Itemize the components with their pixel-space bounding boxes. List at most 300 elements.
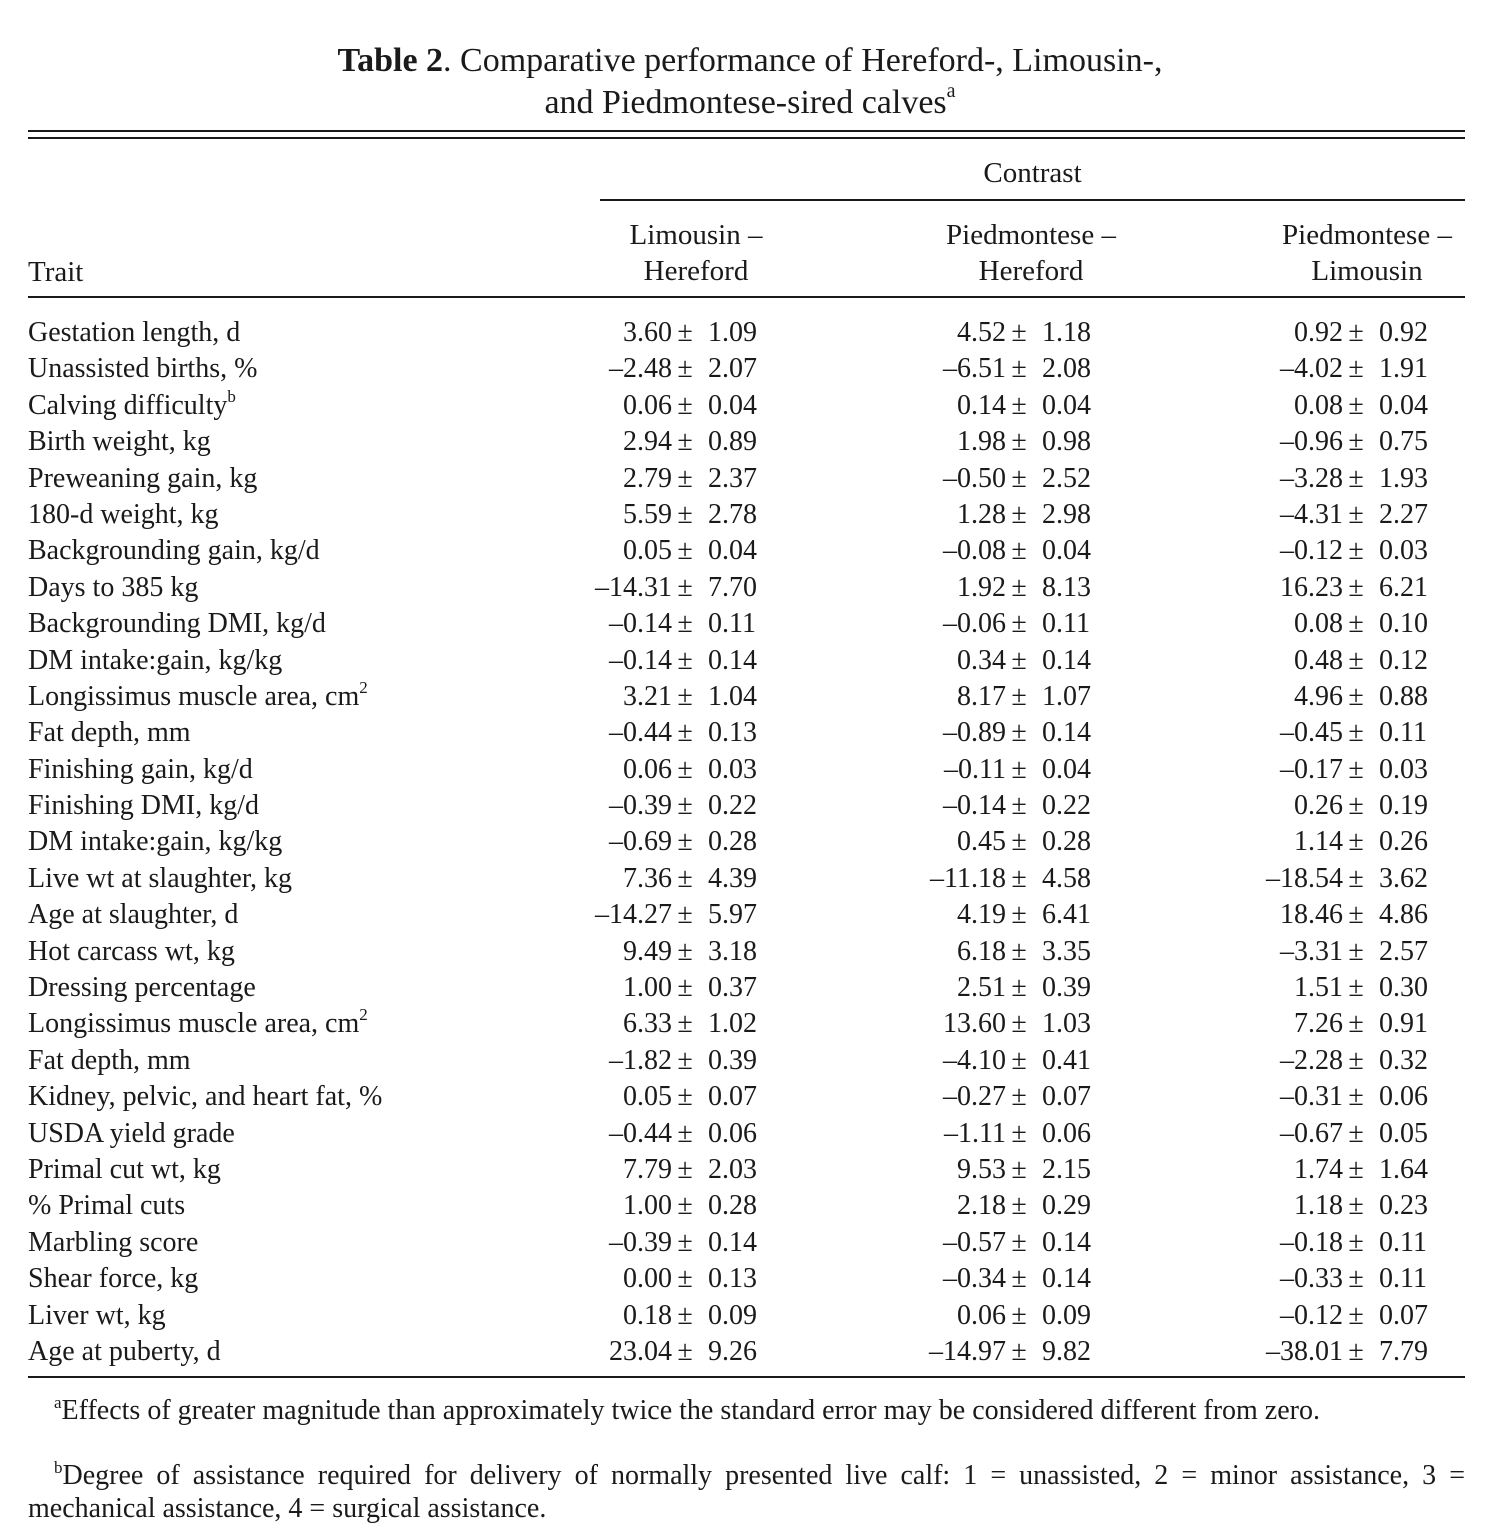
table-row: [0, 788, 1500, 824]
contrast-1-estimate: 9.49: [623, 935, 672, 967]
plus-minus-symbol: ±: [677, 353, 693, 385]
plus-minus-symbol: ±: [677, 498, 693, 530]
trait-label: Marbling score: [28, 1226, 199, 1258]
table-row: [0, 897, 1500, 933]
plus-minus-symbol: ±: [1011, 826, 1027, 858]
contrast-2-estimate: 6.18: [957, 935, 1006, 967]
trait-cell: [28, 1225, 198, 1261]
trait-superscript: 2: [359, 1005, 368, 1025]
contrast-2-estimate: –0.89: [943, 717, 1006, 749]
plus-minus-symbol: ±: [1348, 1335, 1364, 1367]
contrast-spanner: Contrast: [983, 157, 1082, 189]
plus-minus-symbol: ±: [1011, 462, 1027, 494]
contrast-3-standard-error: 1.93: [1379, 462, 1428, 494]
plus-minus-symbol: ±: [1011, 1117, 1027, 1149]
contrast-2-standard-error: 2.08: [1042, 353, 1091, 385]
contrast-1-estimate: –0.44: [609, 1117, 672, 1149]
trait-label: Shear force, kg: [28, 1263, 199, 1295]
plus-minus-symbol: ±: [1011, 1153, 1027, 1185]
plus-minus-symbol: ±: [677, 1117, 693, 1149]
plus-minus-symbol: ±: [1011, 1299, 1027, 1331]
contrast-2-estimate: 4.52: [957, 317, 1006, 348]
plus-minus-symbol: ±: [1348, 826, 1364, 858]
contrast-2-standard-error: 0.22: [1042, 790, 1091, 822]
contrast-1-standard-error: 5.97: [708, 899, 757, 931]
contrast-3-standard-error: 1.91: [1379, 353, 1428, 385]
contrast-1-standard-error: 2.07: [708, 353, 757, 385]
contrast-1-estimate: 5.59: [623, 498, 672, 530]
plus-minus-symbol: ±: [1348, 1299, 1364, 1331]
table-row: [0, 1152, 1500, 1188]
table-label: Table 2: [337, 42, 444, 79]
trait-cell: [28, 606, 326, 642]
contrast-1-estimate: 3.60: [623, 317, 672, 348]
plus-minus-symbol: ±: [1011, 1263, 1027, 1295]
column-header-1: [596, 217, 796, 289]
trait-cell: [28, 424, 211, 460]
contrast-2-estimate: –14.97: [929, 1335, 1006, 1367]
contrast-1-standard-error: 0.39: [708, 1044, 757, 1076]
contrast-3-estimate: –0.18: [1280, 1226, 1343, 1258]
contrast-3-estimate: –4.02: [1280, 353, 1343, 385]
plus-minus-symbol: ±: [1011, 790, 1027, 822]
plus-minus-symbol: ±: [677, 571, 693, 603]
top-rule-1: [28, 130, 1465, 132]
plus-minus-symbol: ±: [677, 680, 693, 712]
contrast-3-standard-error: 2.57: [1379, 935, 1428, 967]
plus-minus-symbol: ±: [1348, 862, 1364, 894]
table-row: [0, 643, 1500, 679]
contrast-1-standard-error: 1.02: [708, 1008, 757, 1040]
header-rule: [28, 296, 1465, 298]
trait-label: Days to 385 kg: [28, 571, 199, 603]
footnote-a-text: Effects of greater magnitude than approximately twice the standard error may be considered different from zero.: [61, 1395, 1320, 1426]
contrast-1-standard-error: 0.14: [708, 1226, 757, 1258]
contrast-1-standard-error: 0.06: [708, 1117, 757, 1149]
plus-minus-symbol: ±: [1011, 608, 1027, 640]
plus-minus-symbol: ±: [1348, 1263, 1364, 1295]
contrast-2-standard-error: 9.82: [1042, 1335, 1091, 1367]
contrast-1-standard-error: 3.18: [708, 935, 757, 967]
trait-label: Finishing DMI, kg/d: [28, 790, 260, 822]
caption-footnote-mark: a: [946, 80, 956, 102]
plus-minus-symbol: ±: [1011, 571, 1027, 603]
contrast-1-estimate: 0.00: [623, 1263, 672, 1295]
plus-minus-symbol: ±: [1348, 1081, 1364, 1113]
contrast-2-estimate: –4.10: [943, 1044, 1006, 1076]
contrast-2-estimate: –0.08: [943, 535, 1006, 567]
contrast-2-estimate: 2.51: [957, 972, 1006, 1004]
plus-minus-symbol: ±: [1348, 1226, 1364, 1258]
table-row: [0, 861, 1500, 897]
plus-minus-symbol: ±: [1011, 1044, 1027, 1076]
table-caption: [0, 40, 1500, 124]
caption-text-1: . Comparative performance of Hereford-, Limousin-,: [443, 42, 1163, 79]
trait-label: Live wt at slaughter, kg: [28, 862, 293, 894]
contrast-1-standard-error: 0.13: [708, 1263, 757, 1295]
plus-minus-symbol: ±: [1348, 680, 1364, 712]
trait-label: Hot carcass wt, kg: [28, 935, 235, 967]
plus-minus-symbol: ±: [1348, 753, 1364, 785]
table-row: [0, 570, 1500, 606]
contrast-3-standard-error: 0.05: [1379, 1117, 1428, 1149]
trait-label: DM intake:gain, kg/kg: [28, 644, 283, 676]
caption-text-2: and Piedmontese-sired calves: [544, 84, 947, 121]
table-row: [0, 315, 1500, 351]
contrast-1-standard-error: 0.22: [708, 790, 757, 822]
contrast-2-standard-error: 0.14: [1042, 1263, 1091, 1295]
table-row: [0, 934, 1500, 970]
plus-minus-symbol: ±: [1348, 972, 1364, 1004]
trait-cell: [28, 861, 292, 897]
trait-cell: [28, 1006, 368, 1042]
plus-minus-symbol: ±: [1011, 389, 1027, 421]
plus-minus-symbol: ±: [677, 1044, 693, 1076]
contrast-1-standard-error: 2.78: [708, 498, 757, 530]
contrast-2-standard-error: 3.35: [1042, 935, 1091, 967]
contrast-3-standard-error: 0.91: [1379, 1008, 1428, 1040]
plus-minus-symbol: ±: [677, 1081, 693, 1113]
contrast-3-estimate: –0.31: [1280, 1081, 1343, 1113]
contrast-1-standard-error: 7.70: [708, 571, 757, 603]
contrast-3-standard-error: 0.92: [1379, 317, 1428, 348]
column-header-3-line-2: Limousin: [1311, 255, 1423, 287]
contrast-2-estimate: 13.60: [943, 1008, 1006, 1040]
trait-label: Fat depth, mm: [28, 1044, 191, 1076]
table-row: [0, 715, 1500, 751]
contrast-1-estimate: 23.04: [609, 1335, 672, 1367]
trait-label: Age at puberty, d: [28, 1335, 221, 1367]
plus-minus-symbol: ±: [1348, 1153, 1364, 1185]
plus-minus-symbol: ±: [1348, 935, 1364, 967]
plus-minus-symbol: ±: [1348, 790, 1364, 822]
trait-label: Calving difficulty: [28, 389, 228, 421]
contrast-1-estimate: –14.31: [595, 571, 672, 603]
contrast-3-estimate: 1.74: [1294, 1153, 1343, 1185]
trait-cell: [28, 752, 253, 788]
trait-label: Fat depth, mm: [28, 717, 191, 749]
contrast-3-standard-error: 0.04: [1379, 389, 1428, 421]
contrast-2-standard-error: 2.52: [1042, 462, 1091, 494]
contrast-1-standard-error: 1.09: [708, 317, 757, 348]
plus-minus-symbol: ±: [677, 1190, 693, 1222]
contrast-3-estimate: –18.54: [1266, 862, 1343, 894]
plus-minus-symbol: ±: [1011, 862, 1027, 894]
top-rule-2: [28, 137, 1465, 139]
plus-minus-symbol: ±: [677, 717, 693, 749]
contrast-2-standard-error: 0.39: [1042, 972, 1091, 1004]
plus-minus-symbol: ±: [677, 862, 693, 894]
contrast-3-standard-error: 0.30: [1379, 972, 1428, 1004]
contrast-2-estimate: –0.11: [944, 753, 1006, 785]
contrast-3-standard-error: 0.23: [1379, 1190, 1428, 1222]
trait-label: Unassisted births, %: [28, 353, 258, 385]
contrast-2-standard-error: 0.04: [1042, 753, 1091, 785]
contrast-2-standard-error: 1.18: [1042, 317, 1091, 348]
trait-cell: [28, 824, 282, 860]
contrast-2-estimate: 0.45: [957, 826, 1006, 858]
plus-minus-symbol: ±: [1011, 680, 1027, 712]
table-row: [0, 1225, 1500, 1261]
contrast-3-estimate: –0.12: [1280, 1299, 1343, 1331]
contrast-3-estimate: –0.67: [1280, 1117, 1343, 1149]
trait-cell: [28, 461, 257, 497]
trait-header: Trait: [28, 256, 84, 288]
contrast-2-estimate: 0.34: [957, 644, 1006, 676]
contrast-2-estimate: 2.18: [957, 1190, 1006, 1222]
contrast-3-estimate: –0.17: [1280, 753, 1343, 785]
column-header-1-line-2: Hereford: [643, 255, 749, 287]
contrast-3-estimate: 1.51: [1294, 972, 1343, 1004]
contrast-2-standard-error: 2.15: [1042, 1153, 1091, 1185]
trait-label: Dressing percentage: [28, 972, 256, 1004]
table-row: [0, 351, 1500, 387]
plus-minus-symbol: ±: [677, 608, 693, 640]
contrast-3-standard-error: 0.88: [1379, 680, 1428, 712]
contrast-2-estimate: 1.28: [957, 498, 1006, 530]
table-row: [0, 824, 1500, 860]
table-row: [0, 752, 1500, 788]
table-row: [0, 388, 1500, 424]
plus-minus-symbol: ±: [677, 462, 693, 494]
spanner-rule: [600, 199, 1465, 201]
plus-minus-symbol: ±: [677, 972, 693, 1004]
trait-cell: [28, 1298, 166, 1334]
contrast-2-estimate: –0.14: [943, 790, 1006, 822]
footnote-b: [28, 1459, 1465, 1525]
contrast-3-estimate: 18.46: [1280, 899, 1343, 931]
contrast-1-estimate: 0.05: [623, 1081, 672, 1113]
contrast-1-standard-error: 1.04: [708, 680, 757, 712]
plus-minus-symbol: ±: [677, 1153, 693, 1185]
table-row: [0, 1043, 1500, 1079]
contrast-2-standard-error: 0.41: [1042, 1044, 1091, 1076]
plus-minus-symbol: ±: [1011, 1190, 1027, 1222]
plus-minus-symbol: ±: [1348, 317, 1364, 348]
trait-superscript: b: [227, 386, 236, 406]
trait-cell: [28, 1043, 191, 1079]
footnote-b-text: Degree of assistance required for delivery of normally presented live calf: 1 = unassisted, 2 = minor assistance, 3 = mechanical assistance, 4 = surgical assistance.: [28, 1460, 1465, 1524]
trait-cell: [28, 715, 191, 751]
contrast-2-standard-error: 0.14: [1042, 644, 1091, 676]
contrast-3-standard-error: 0.11: [1379, 717, 1427, 749]
contrast-3-standard-error: 0.10: [1379, 608, 1428, 640]
contrast-3-standard-error: 2.27: [1379, 498, 1428, 530]
contrast-2-standard-error: 0.09: [1042, 1299, 1091, 1331]
trait-cell: [28, 1261, 198, 1297]
table-row: [0, 606, 1500, 642]
plus-minus-symbol: ±: [1011, 1081, 1027, 1113]
trait-label: Backgrounding gain, kg/d: [28, 535, 320, 567]
contrast-1-estimate: –0.39: [609, 790, 672, 822]
contrast-2-standard-error: 4.58: [1042, 862, 1091, 894]
table-row: [0, 1188, 1500, 1224]
plus-minus-symbol: ±: [1011, 644, 1027, 676]
trait-cell: [28, 570, 198, 606]
contrast-3-estimate: 1.14: [1294, 826, 1343, 858]
plus-minus-symbol: ±: [1348, 462, 1364, 494]
contrast-2-standard-error: 1.07: [1042, 680, 1091, 712]
contrast-1-standard-error: 0.13: [708, 717, 757, 749]
plus-minus-symbol: ±: [1348, 1044, 1364, 1076]
trait-cell: [28, 1188, 185, 1224]
caption-line-1: [0, 40, 1500, 82]
plus-minus-symbol: ±: [1011, 426, 1027, 458]
plus-minus-symbol: ±: [677, 790, 693, 822]
contrast-3-standard-error: 0.12: [1379, 644, 1428, 676]
trait-cell: [28, 497, 219, 533]
contrast-1-estimate: 2.94: [623, 426, 672, 458]
contrast-3-estimate: 7.26: [1294, 1008, 1343, 1040]
trait-label: Gestation length, d: [28, 317, 241, 348]
contrast-1-standard-error: 9.26: [708, 1335, 757, 1367]
plus-minus-symbol: ±: [1011, 317, 1027, 348]
plus-minus-symbol: ±: [1348, 1008, 1364, 1040]
contrast-2-standard-error: 0.14: [1042, 1226, 1091, 1258]
contrast-2-estimate: 4.19: [957, 899, 1006, 931]
trait-label: % Primal cuts: [28, 1190, 186, 1222]
contrast-3-estimate: –3.31: [1280, 935, 1343, 967]
trait-cell: [28, 934, 235, 970]
contrast-1-standard-error: 0.04: [708, 389, 757, 421]
contrast-1-standard-error: 0.09: [708, 1299, 757, 1331]
bottom-rule: [28, 1376, 1465, 1378]
trait-label: USDA yield grade: [28, 1117, 235, 1149]
contrast-3-standard-error: 0.32: [1379, 1044, 1428, 1076]
trait-cell: [28, 315, 240, 351]
contrast-1-standard-error: 0.28: [708, 826, 757, 858]
contrast-2-estimate: –6.51: [943, 353, 1006, 385]
contrast-2-estimate: –0.50: [943, 462, 1006, 494]
column-header-3-line-1: Piedmontese –: [1282, 219, 1452, 251]
contrast-2-standard-error: 0.06: [1042, 1117, 1091, 1149]
contrast-1-estimate: –0.44: [609, 717, 672, 749]
trait-label: Longissimus muscle area, cm: [28, 1008, 360, 1040]
plus-minus-symbol: ±: [1348, 571, 1364, 603]
contrast-3-estimate: 0.08: [1294, 389, 1343, 421]
contrast-1-estimate: –2.48: [609, 353, 672, 385]
contrast-1-standard-error: 2.37: [708, 462, 757, 494]
trait-label: Age at slaughter, d: [28, 899, 239, 931]
contrast-3-standard-error: 0.26: [1379, 826, 1428, 858]
plus-minus-symbol: ±: [1011, 753, 1027, 785]
contrast-2-estimate: 0.14: [957, 389, 1006, 421]
contrast-1-estimate: 2.79: [623, 462, 672, 494]
contrast-2-standard-error: 0.98: [1042, 426, 1091, 458]
footnote-a: [28, 1394, 1465, 1427]
table-row: [0, 424, 1500, 460]
plus-minus-symbol: ±: [677, 389, 693, 421]
plus-minus-symbol: ±: [1011, 1008, 1027, 1040]
contrast-1-standard-error: 0.04: [708, 535, 757, 567]
trait-cell: [28, 1152, 221, 1188]
contrast-2-estimate: 9.53: [957, 1153, 1006, 1185]
plus-minus-symbol: ±: [1348, 389, 1364, 421]
contrast-3-estimate: 1.18: [1294, 1190, 1343, 1222]
plus-minus-symbol: ±: [677, 426, 693, 458]
trait-label: Primal cut wt, kg: [28, 1153, 221, 1185]
contrast-1-standard-error: 0.37: [708, 972, 757, 1004]
contrast-1-estimate: –0.69: [609, 826, 672, 858]
contrast-1-standard-error: 0.14: [708, 644, 757, 676]
contrast-1-estimate: 7.36: [623, 862, 672, 894]
plus-minus-symbol: ±: [677, 899, 693, 931]
contrast-3-standard-error: 0.03: [1379, 753, 1428, 785]
contrast-3-estimate: 4.96: [1294, 680, 1343, 712]
trait-cell: [28, 788, 259, 824]
plus-minus-symbol: ±: [1348, 426, 1364, 458]
plus-minus-symbol: ±: [1348, 899, 1364, 931]
plus-minus-symbol: ±: [677, 1335, 693, 1367]
contrast-1-estimate: 3.21: [623, 680, 672, 712]
contrast-3-estimate: –0.12: [1280, 535, 1343, 567]
plus-minus-symbol: ±: [1348, 353, 1364, 385]
trait-cell: [28, 1116, 235, 1152]
contrast-3-standard-error: 3.62: [1379, 862, 1428, 894]
column-header-2-line-1: Piedmontese –: [946, 219, 1116, 251]
contrast-1-estimate: 1.00: [623, 972, 672, 1004]
contrast-2-estimate: –0.34: [943, 1263, 1006, 1295]
contrast-3-estimate: 0.48: [1294, 644, 1343, 676]
contrast-3-estimate: –2.28: [1280, 1044, 1343, 1076]
contrast-3-standard-error: 1.64: [1379, 1153, 1428, 1185]
contrast-3-estimate: –0.45: [1280, 717, 1343, 749]
contrast-3-standard-error: 6.21: [1379, 571, 1428, 603]
contrast-2-estimate: –0.27: [943, 1081, 1006, 1113]
plus-minus-symbol: ±: [1348, 608, 1364, 640]
contrast-2-standard-error: 1.03: [1042, 1008, 1091, 1040]
contrast-3-standard-error: 0.11: [1379, 1226, 1427, 1258]
plus-minus-symbol: ±: [1011, 717, 1027, 749]
contrast-2-estimate: –1.11: [944, 1117, 1006, 1149]
contrast-3-standard-error: 0.03: [1379, 535, 1428, 567]
contrast-3-estimate: 0.26: [1294, 790, 1343, 822]
trait-label: Backgrounding DMI, kg/d: [28, 608, 326, 640]
contrast-1-estimate: –0.39: [609, 1226, 672, 1258]
trait-label: Birth weight, kg: [28, 426, 211, 458]
trait-cell: [28, 1079, 382, 1115]
plus-minus-symbol: ±: [677, 1299, 693, 1331]
table-body: [0, 315, 1500, 1370]
contrast-3-estimate: –3.28: [1280, 462, 1343, 494]
plus-minus-symbol: ±: [677, 644, 693, 676]
table-row: [0, 1116, 1500, 1152]
contrast-2-estimate: 1.98: [957, 426, 1006, 458]
contrast-2-standard-error: 8.13: [1042, 571, 1091, 603]
plus-minus-symbol: ±: [1011, 899, 1027, 931]
table-row: [0, 679, 1500, 715]
plus-minus-symbol: ±: [1348, 535, 1364, 567]
trait-label: DM intake:gain, kg/kg: [28, 826, 283, 858]
contrast-1-estimate: –0.14: [609, 608, 672, 640]
contrast-2-standard-error: 0.14: [1042, 717, 1091, 749]
contrast-1-estimate: 0.06: [623, 389, 672, 421]
contrast-1-estimate: –14.27: [595, 899, 672, 931]
contrast-3-standard-error: 0.06: [1379, 1081, 1428, 1113]
trait-cell: [28, 897, 238, 933]
contrast-3-standard-error: 0.11: [1379, 1263, 1427, 1295]
trait-cell: [28, 643, 282, 679]
trait-cell: [28, 970, 256, 1006]
contrast-1-standard-error: 2.03: [708, 1153, 757, 1185]
contrast-3-estimate: –38.01: [1266, 1335, 1343, 1367]
contrast-1-estimate: –0.14: [609, 644, 672, 676]
plus-minus-symbol: ±: [677, 1226, 693, 1258]
contrast-1-estimate: 1.00: [623, 1190, 672, 1222]
contrast-2-estimate: 1.92: [957, 571, 1006, 603]
trait-label: Preweaning gain, kg: [28, 462, 258, 494]
table-row: [0, 970, 1500, 1006]
